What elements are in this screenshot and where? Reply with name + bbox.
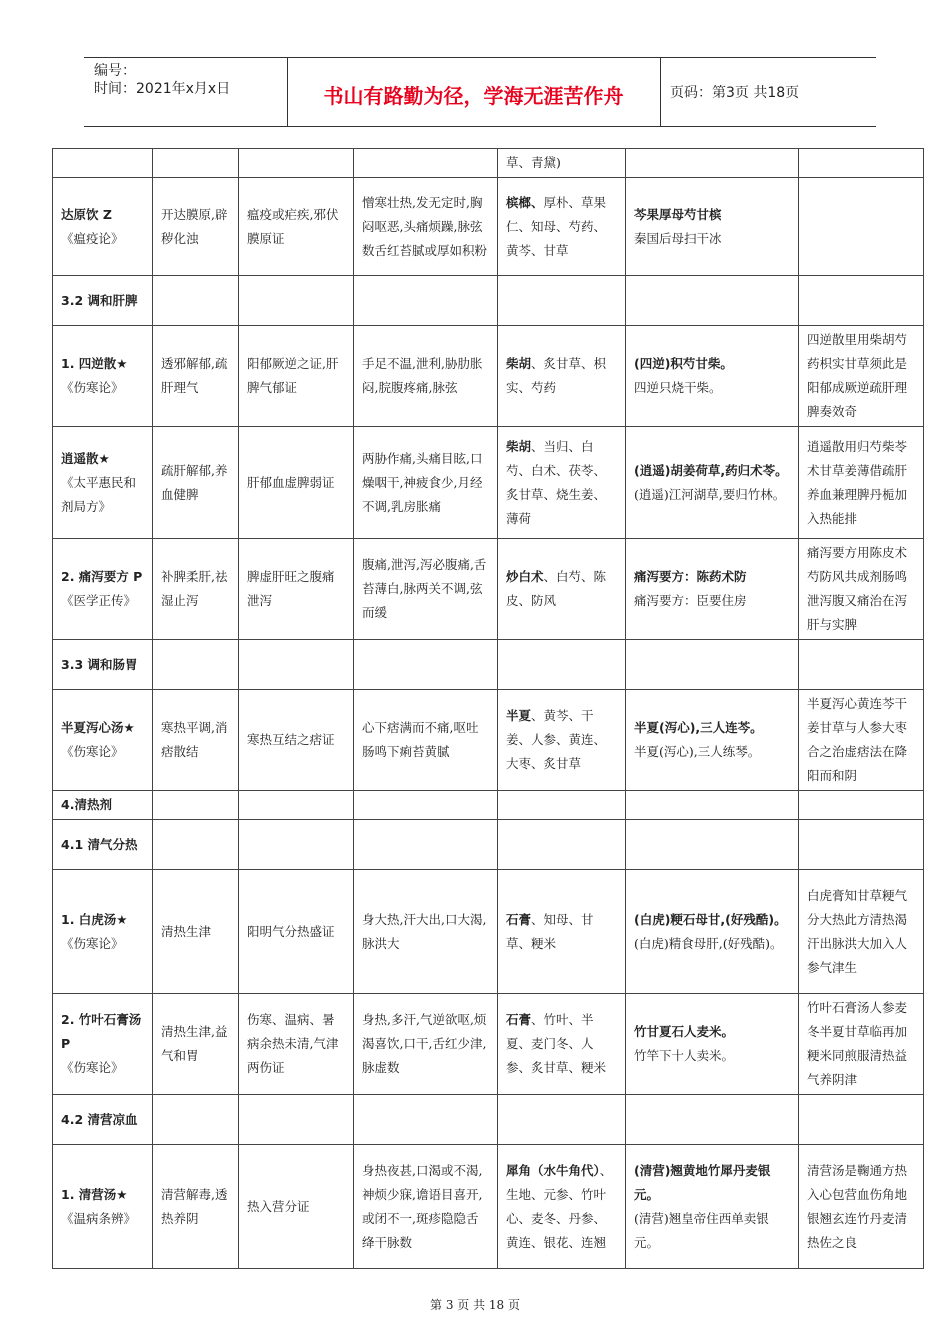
ingredients-cell (498, 640, 626, 690)
mnemonic-cell (626, 149, 799, 178)
formula-source: 《伤寒论》 (61, 1060, 124, 1075)
indication-text: 脾虚肝旺之腹痛泄泻 (247, 569, 335, 608)
mnemonic-cell (626, 791, 799, 820)
indication-cell (239, 1095, 354, 1145)
mnemonic-cell (626, 276, 799, 326)
ingredient-list: 草、青黛) (506, 155, 561, 170)
indication-cell (239, 1145, 354, 1269)
ingredients-cell (498, 276, 626, 326)
table-row (53, 1145, 924, 1269)
mnemonic-alt: 四逆只烧干柴。 (634, 380, 722, 395)
mnemonic-cell (626, 427, 799, 539)
verse-cell (799, 178, 924, 276)
indication-text: 伤寒、温病、暑病余热未清,气津两伤证 (247, 1012, 339, 1075)
formula-name-cell (53, 1095, 153, 1145)
verse-cell (799, 994, 924, 1095)
formula-name-cell (53, 791, 153, 820)
ingredient-list: 、炙甘草、枳实、芍药 (506, 356, 607, 395)
formula-name: 2. 痛泻要方 P (61, 569, 143, 584)
mnemonic-alt: (白虎)精食母肝,(好残酷)。 (634, 935, 783, 951)
ingredient-list: 、当归、白芍、白术、茯苓、炙甘草、烧生姜、薄荷 (506, 438, 607, 526)
header-page-info: 页码：第3页 共18页 (670, 85, 800, 101)
ingredients-cell (498, 690, 626, 791)
effect-text: 清热生津 (161, 923, 212, 939)
verse-text: 逍遥散用归芍柴苓术甘草姜薄借疏肝养血兼理脾丹栀加入热能排 (807, 438, 908, 526)
symptoms-text: 手足不温,泄利,胁肋胀闷,脘腹疼痛,脉弦 (362, 356, 483, 395)
page-header (84, 57, 876, 127)
mnemonic-main: 半夏(泻心),三人连芩。 (634, 720, 763, 735)
mnemonic-alt: 秦国后母扫干冰 (634, 230, 722, 246)
symptoms-text: 身大热,汗大出,口大渴,脉洪大 (362, 911, 487, 951)
verse-cell (799, 1095, 924, 1145)
ingredient-list: 、知母、甘草、粳米 (506, 911, 594, 951)
formula-name: 达原饮 Z (61, 206, 112, 222)
table-row (53, 1095, 924, 1145)
table-row (53, 326, 924, 427)
mnemonic-alt: (清营)翘皇帝住西单卖银元。 (634, 1210, 769, 1250)
effect-text: 寒热平调,消痞散结 (161, 720, 228, 759)
formula-name: 4.2 清营凉血 (61, 1111, 138, 1127)
symptoms-cell (354, 640, 498, 690)
ingredients-cell (498, 1145, 626, 1269)
formula-name: 4.1 清气分热 (61, 836, 138, 852)
formula-source: 《伤寒论》 (61, 935, 124, 951)
ingredient-main: 槟榔、 (506, 194, 544, 210)
verse-text: 半夏泻心黄连芩干姜甘草与人参大枣合之治虚痞法在降阳而和阴 (807, 696, 908, 783)
number-label: 编号： (94, 63, 136, 79)
verse-cell (799, 276, 924, 326)
table-row (53, 276, 924, 326)
indication-cell (239, 427, 354, 539)
indication-cell (239, 791, 354, 820)
symptoms-cell (354, 276, 498, 326)
table-row (53, 178, 924, 276)
mnemonic-main: (白虎)粳石母甘,(好残酷)。 (634, 911, 787, 927)
indication-cell (239, 870, 354, 994)
formula-source: 《温病条辨》 (61, 1210, 137, 1226)
effect-cell (153, 276, 239, 326)
verse-cell (799, 690, 924, 791)
formula-source: 《太平惠民和剂局方》 (61, 474, 137, 514)
symptoms-cell (354, 178, 498, 276)
effect-text: 开达膜原,辟秽化浊 (161, 206, 228, 246)
effect-cell (153, 149, 239, 178)
ingredient-main: 石膏 (506, 1012, 532, 1027)
indication-cell (239, 149, 354, 178)
formula-name-cell (53, 427, 153, 539)
verse-cell (799, 539, 924, 640)
table-row (53, 427, 924, 539)
ingredient-list: 、白芍、陈皮、防风 (506, 569, 607, 608)
formula-name-cell (53, 178, 153, 276)
mnemonic-main: (逍遥)胡姜荷草,药归术苓。 (634, 462, 788, 478)
effect-cell (153, 820, 239, 870)
symptoms-text: 身热,多汗,气逆欲呕,烦渴喜饮,口干,舌红少津,脉虚数 (362, 1012, 487, 1075)
mnemonic-main: (四逆)积芍甘柴。 (634, 356, 733, 371)
indication-cell (239, 178, 354, 276)
ingredients-cell (498, 427, 626, 539)
formula-name: 1. 清营汤★ (61, 1186, 128, 1202)
ingredients-cell (498, 1095, 626, 1145)
verse-text: 痛泻要方用陈皮术芍防风共成剂肠鸣泄泻腹又痛治在泻肝与实脾 (807, 545, 908, 632)
mnemonic-main: 痛泻要方：陈药术防 (634, 569, 747, 584)
formula-name-cell (53, 640, 153, 690)
verse-cell (799, 640, 924, 690)
effect-text: 疏肝解郁,养血健脾 (161, 462, 228, 502)
ingredient-list: 厚朴、草果仁、知母、芍药、黄芩、甘草 (506, 194, 607, 258)
effect-cell (153, 870, 239, 994)
mnemonic-cell (626, 326, 799, 427)
formula-table (52, 148, 924, 1269)
ingredient-main: 柴胡 (506, 438, 532, 454)
mnemonic-main: 芩果厚母芍甘槟 (634, 206, 722, 222)
header-motto: 书山有路勤为径，学海无涯苦作舟 (323, 84, 624, 108)
mnemonic-main: 竹甘夏石人麦米。 (634, 1024, 735, 1039)
symptoms-cell (354, 1095, 498, 1145)
effect-text: 清营解毒,透热养阴 (161, 1186, 228, 1226)
table-row (53, 539, 924, 640)
formula-name: 2. 竹叶石膏汤 P (61, 1012, 142, 1051)
indication-text: 瘟疫或疟疾,邪伏膜原证 (247, 206, 339, 246)
mnemonic-cell (626, 539, 799, 640)
ingredients-cell (498, 149, 626, 178)
ingredients-cell (498, 326, 626, 427)
formula-source: 《伤寒论》 (61, 380, 124, 395)
ingredient-list: 、竹叶、半夏、麦门冬、人参、炙甘草、粳米 (506, 1012, 607, 1075)
symptoms-cell (354, 427, 498, 539)
ingredients-cell (498, 820, 626, 870)
table-row (53, 149, 924, 178)
ingredient-main: 石膏 (506, 911, 532, 927)
verse-cell (799, 1145, 924, 1269)
verse-cell (799, 427, 924, 539)
effect-cell (153, 1095, 239, 1145)
effect-cell (153, 640, 239, 690)
formula-name-cell (53, 820, 153, 870)
effect-text: 透邪解郁,疏肝理气 (161, 356, 228, 395)
formula-name: 3.2 调和肝脾 (61, 292, 138, 308)
mnemonic-cell (626, 690, 799, 791)
mnemonic-main: (清营)翘黄地竹犀丹麦银元。 (634, 1162, 771, 1202)
mnemonic-cell (626, 994, 799, 1095)
symptoms-cell (354, 820, 498, 870)
formula-name-cell (53, 326, 153, 427)
indication-cell (239, 539, 354, 640)
indication-cell (239, 690, 354, 791)
formula-name: 1. 白虎汤★ (61, 911, 128, 927)
formula-source: 《医学正传》 (61, 593, 137, 608)
formula-name-cell (53, 539, 153, 640)
table-row (53, 994, 924, 1095)
effect-text: 清热生津,益气和胃 (161, 1024, 228, 1063)
ingredients-cell (498, 870, 626, 994)
verse-cell (799, 820, 924, 870)
verse-text: 四逆散里用柴胡芍药枳实甘草须此是阳郁成厥逆疏肝理脾奏效奇 (807, 332, 908, 419)
effect-cell (153, 539, 239, 640)
ingredient-main: 炒白术 (506, 569, 544, 584)
symptoms-text: 心下痞满而不痛,呕吐肠鸣下痢苔黄腻 (362, 720, 479, 759)
symptoms-cell (354, 791, 498, 820)
symptoms-cell (354, 994, 498, 1095)
formula-source: 《伤寒论》 (61, 744, 124, 759)
ingredient-list: 、生地、元参、竹叶心、麦冬、丹参、黄连、银花、连翘 (506, 1162, 613, 1250)
mnemonic-cell (626, 1145, 799, 1269)
formula-name-cell (53, 276, 153, 326)
ingredients-cell (498, 539, 626, 640)
symptoms-cell (354, 149, 498, 178)
verse-text: 白虎膏知甘草粳气分大热此方清热渴汗出脉洪大加入人参气津生 (807, 887, 908, 975)
verse-cell (799, 149, 924, 178)
symptoms-text: 身热夜甚,口渴或不渴,神烦少寐,谵语目喜开,或闭不一,斑疹隐隐舌绛干脉数 (362, 1162, 483, 1250)
formula-name: 4.清热剂 (61, 797, 112, 812)
symptoms-text: 腹痛,泄泻,泻必腹痛,舌苔薄白,脉两关不调,弦而缓 (362, 557, 487, 620)
ingredient-list: 、黄芩、干姜、人参、黄连、大枣、炙甘草 (506, 708, 607, 771)
header-meta (94, 62, 230, 98)
time-label: 时间：2021年x月x日 (94, 81, 231, 97)
mnemonic-alt: 痛泻要方：臣要住房 (634, 593, 747, 608)
verse-text: 清营汤是鞠通方热入心包营血伤角地银翘玄连竹丹麦清热佐之良 (807, 1162, 908, 1250)
indication-text: 肝郁血虚脾弱证 (247, 474, 335, 490)
mnemonic-cell (626, 820, 799, 870)
verse-text: 竹叶石膏汤人参麦冬半夏甘草临再加粳米同煎服清热益气养阴津 (807, 1000, 908, 1087)
ingredients-cell (498, 994, 626, 1095)
indication-cell (239, 276, 354, 326)
symptoms-cell (354, 870, 498, 994)
indication-cell (239, 994, 354, 1095)
formula-name: 3.3 调和肠胃 (61, 656, 138, 672)
formula-name: 1. 四逆散★ (61, 356, 128, 371)
symptoms-cell (354, 326, 498, 427)
effect-cell (153, 690, 239, 791)
mnemonic-cell (626, 178, 799, 276)
formula-name: 半夏泻心汤★ (61, 720, 135, 735)
mnemonic-cell (626, 870, 799, 994)
indication-cell (239, 640, 354, 690)
table-row (53, 791, 924, 820)
indication-text: 寒热互结之痞证 (247, 732, 335, 747)
symptoms-text: 两胁作痛,头痛目眩,口燥咽干,神疲食少,月经不调,乳房胀痛 (362, 450, 483, 514)
effect-cell (153, 326, 239, 427)
effect-cell (153, 178, 239, 276)
symptoms-text: 憎寒壮热,发无定时,胸闷呕恶,头痛烦躁,脉弦数舌红苔腻或厚如积粉 (362, 194, 488, 258)
symptoms-cell (354, 690, 498, 791)
mnemonic-cell (626, 1095, 799, 1145)
formula-name-cell (53, 870, 153, 994)
mnemonic-alt: (逍遥)江河湖草,要归竹林。 (634, 486, 786, 502)
ingredient-main: 犀角（水牛角代） (506, 1162, 600, 1178)
table-row (53, 690, 924, 791)
formula-name-cell (53, 149, 153, 178)
indication-cell (239, 820, 354, 870)
indication-cell (239, 326, 354, 427)
effect-text: 补脾柔肝,祛湿止泻 (161, 569, 228, 608)
ingredients-cell (498, 178, 626, 276)
effect-cell (153, 427, 239, 539)
formula-name: 逍遥散★ (61, 450, 110, 466)
table-row (53, 640, 924, 690)
table-row (53, 870, 924, 994)
verse-cell (799, 870, 924, 994)
effect-cell (153, 791, 239, 820)
effect-cell (153, 994, 239, 1095)
symptoms-cell (354, 1145, 498, 1269)
page-footer: 第 3 页 共 18 页 (430, 1298, 520, 1312)
formula-source: 《瘟疫论》 (61, 230, 124, 246)
formula-name-cell (53, 1145, 153, 1269)
symptoms-cell (354, 539, 498, 640)
table-row (53, 820, 924, 870)
indication-text: 阳郁厥逆之证,肝脾气郁证 (247, 356, 339, 395)
mnemonic-cell (626, 640, 799, 690)
formula-name-cell (53, 690, 153, 791)
header-divider (660, 58, 661, 126)
mnemonic-alt: 半夏(泻心),三人练琴。 (634, 744, 761, 759)
verse-cell (799, 326, 924, 427)
formula-table-body (53, 149, 924, 1269)
indication-text: 热入营分证 (247, 1198, 310, 1214)
verse-cell (799, 791, 924, 820)
ingredient-main: 柴胡 (506, 356, 532, 371)
ingredients-cell (498, 791, 626, 820)
indication-text: 阳明气分热盛证 (247, 923, 335, 939)
mnemonic-alt: 竹竿下十人卖米。 (634, 1048, 735, 1063)
ingredient-main: 半夏 (506, 708, 532, 723)
formula-name-cell (53, 994, 153, 1095)
effect-cell (153, 1145, 239, 1269)
